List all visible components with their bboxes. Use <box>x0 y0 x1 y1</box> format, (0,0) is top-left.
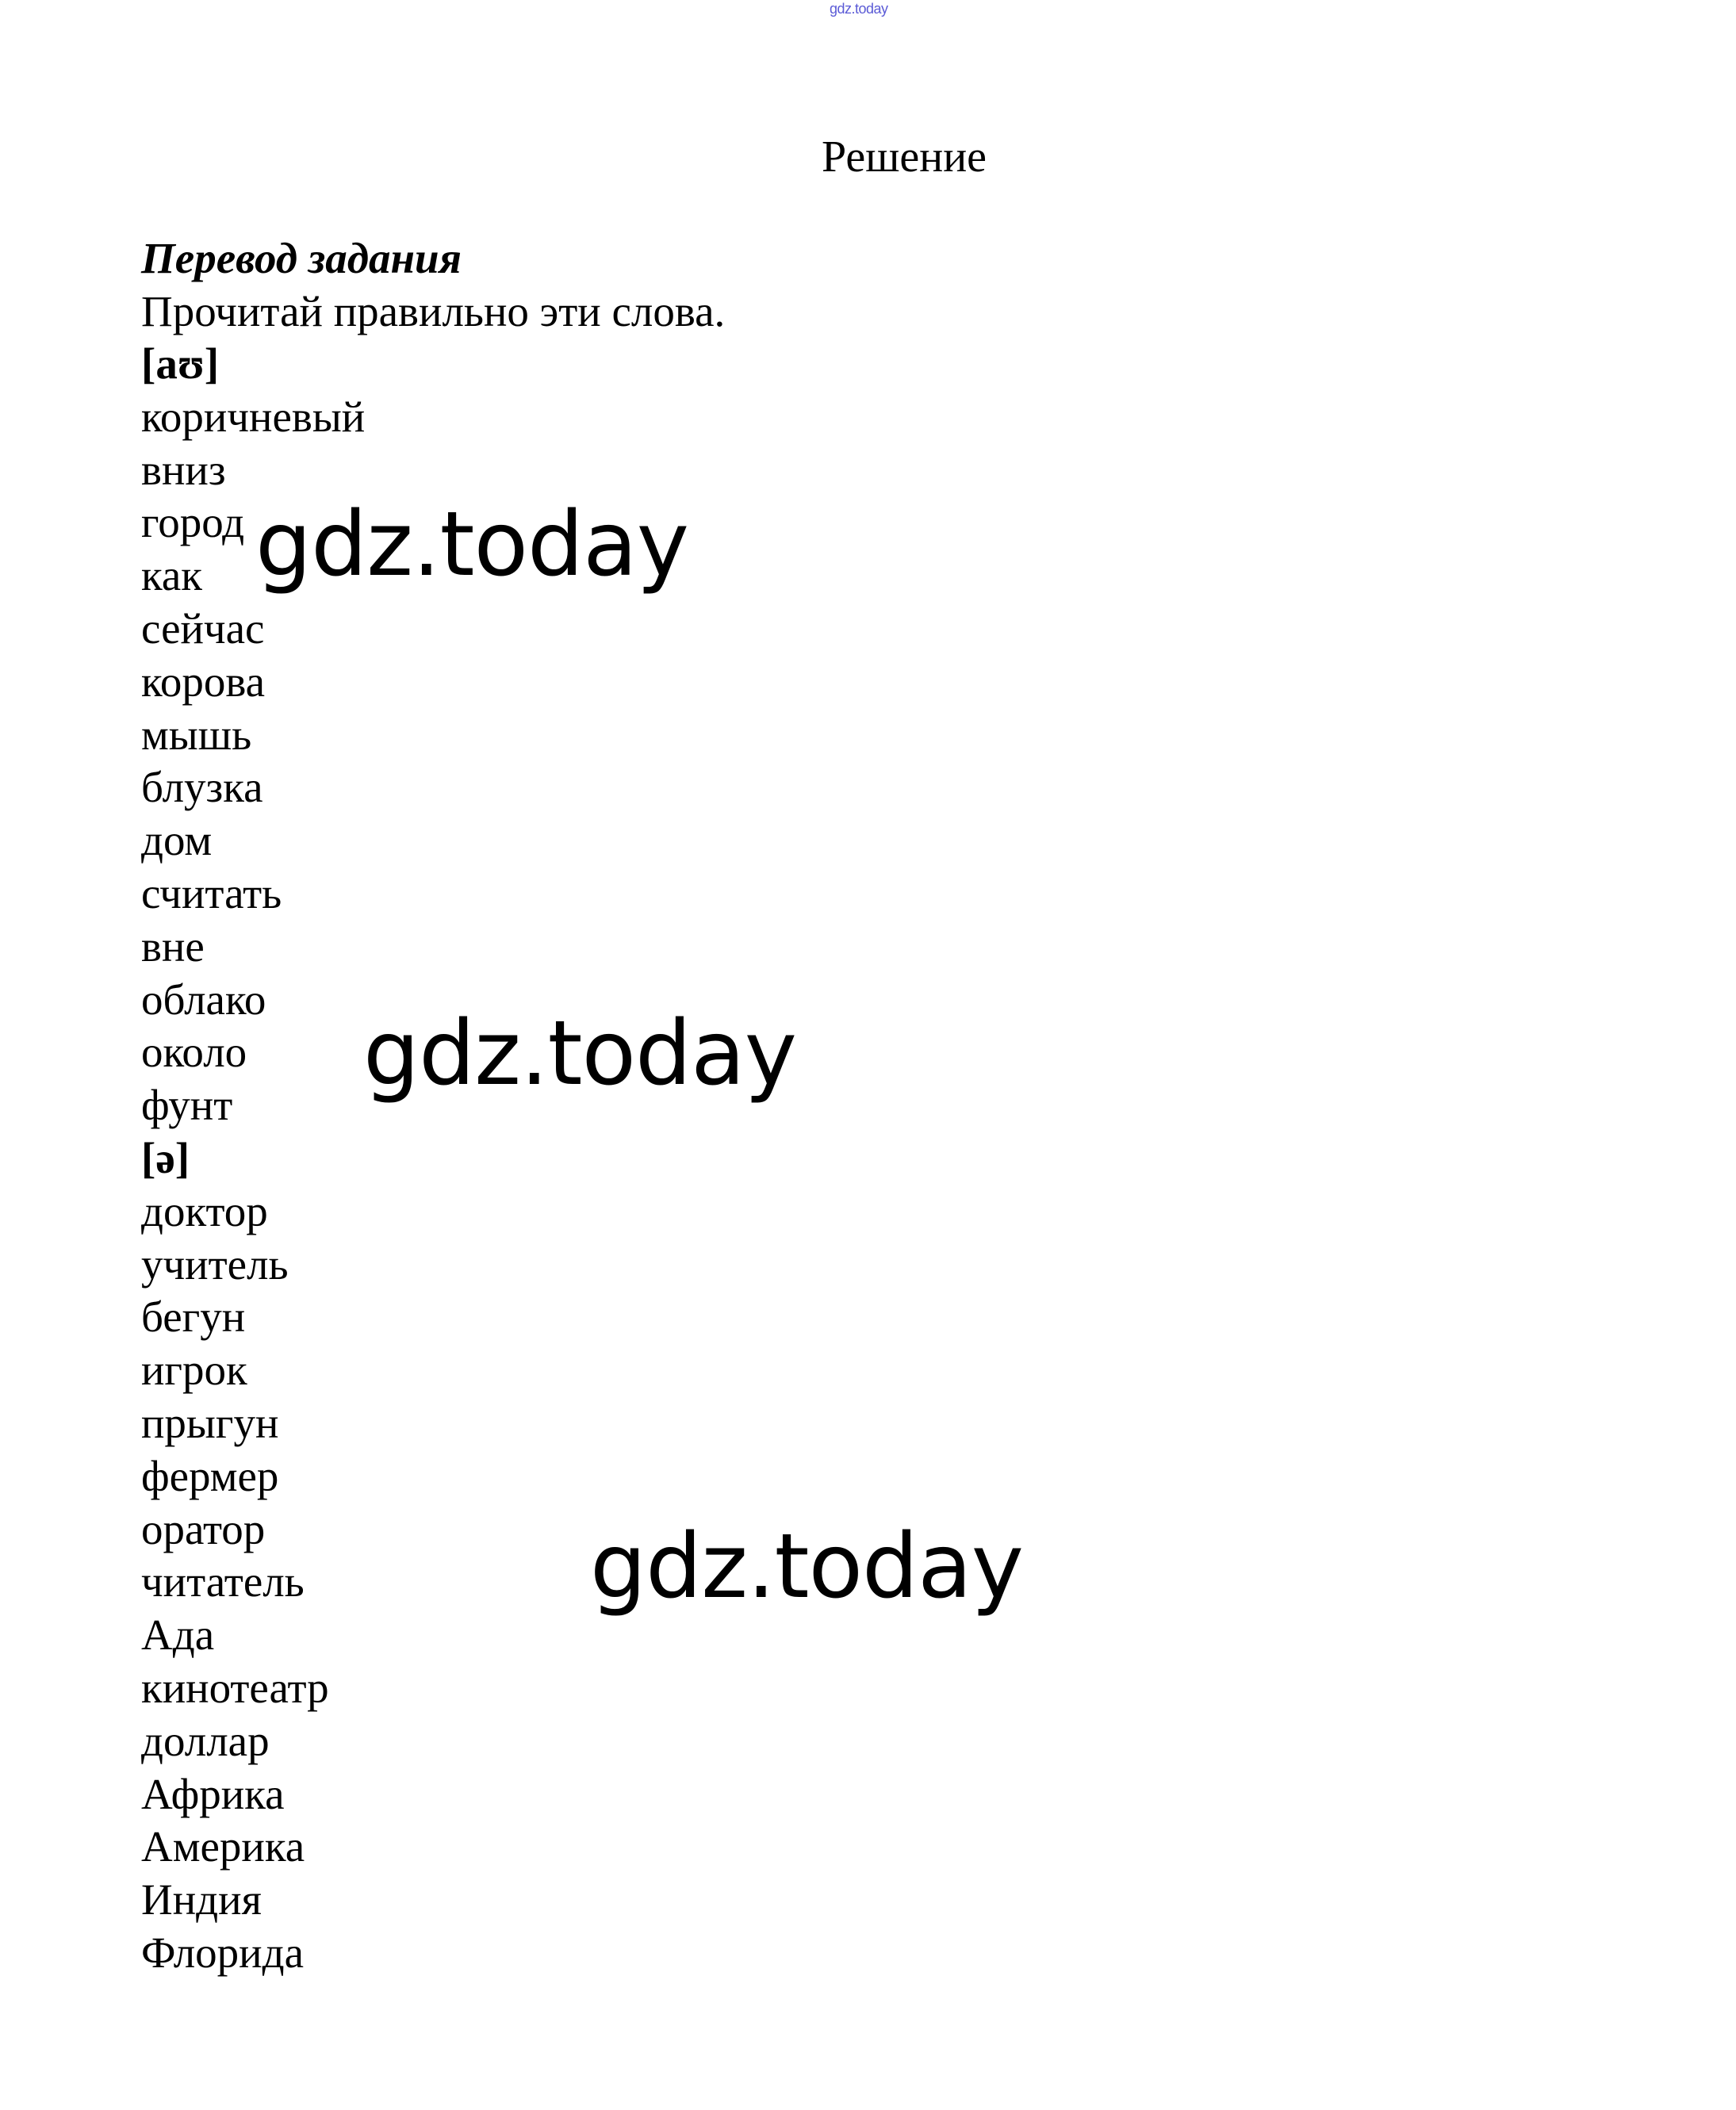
word-item: прыгун <box>141 1398 279 1447</box>
word-item: игрок <box>141 1346 247 1395</box>
word-item: вниз <box>141 445 226 494</box>
word-item: город <box>141 498 245 547</box>
word-item: читатель <box>141 1557 305 1606</box>
word-item: облако <box>141 975 266 1024</box>
word-item: вне <box>141 921 205 971</box>
phoneme-heading-schwa: [ə] <box>141 1133 190 1182</box>
watermark: gdz.today <box>590 1515 1024 1618</box>
word-item: Ада <box>141 1610 215 1660</box>
word-item: блузка <box>141 763 263 812</box>
word-item: Америка <box>141 1822 305 1871</box>
word-item: кинотеатр <box>141 1663 329 1712</box>
top-watermark: gdz.today <box>830 1 888 17</box>
word-item: мышь <box>141 710 252 759</box>
word-item: Африка <box>141 1769 285 1818</box>
watermark: gdz.today <box>255 493 689 596</box>
word-item: около <box>141 1028 247 1077</box>
watermark: gdz.today <box>363 1002 797 1105</box>
word-item: доллар <box>141 1716 270 1765</box>
word-item: Индия <box>141 1875 262 1924</box>
word-item: сейчас <box>141 603 265 653</box>
word-item: учитель <box>141 1239 289 1289</box>
section-heading: Перевод задания <box>141 234 462 282</box>
word-item: фунт <box>141 1081 233 1130</box>
word-item: фермер <box>141 1451 279 1500</box>
word-item: как <box>141 551 203 600</box>
word-item: дом <box>141 816 213 865</box>
word-item: коричневый <box>141 392 366 441</box>
instruction-text: Прочитай правильно эти слова. <box>141 287 726 335</box>
word-item: Флорида <box>141 1928 304 1977</box>
word-item: доктор <box>141 1186 268 1235</box>
word-item: бегун <box>141 1292 246 1342</box>
word-item: считать <box>141 868 282 917</box>
word-item: оратор <box>141 1504 266 1553</box>
phoneme-heading-au: [aʊ] <box>141 339 220 388</box>
word-item: корова <box>141 657 266 706</box>
page-title: Решение <box>822 132 987 182</box>
